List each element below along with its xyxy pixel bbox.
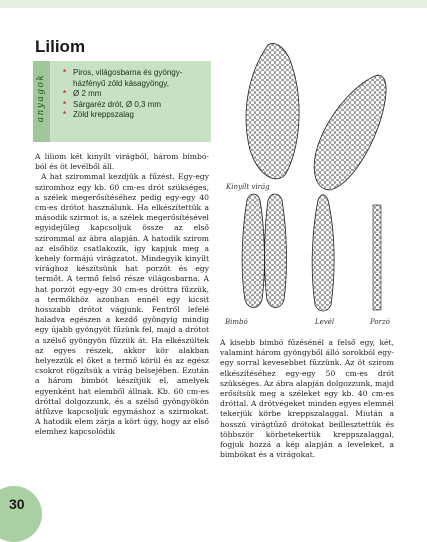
caption-stamen: Porzó: [370, 318, 390, 326]
caption-bud: Bimbó: [225, 318, 248, 326]
material-item: * Zöld kreppszalag: [63, 110, 211, 121]
paragraph: A liliom két kinyílt virágból, három bimbó-ból és öt levélből áll.: [35, 152, 209, 172]
paragraph: A hat szirommal kezdjük a fűzést. Egy-egy sziromhoz egy kb. 60 cm-es drót szükséges, a szélek megerősítéséhez pedig egy-egy 40 cm-es drótot használunk. Ha elkészítettük a második szirmot is, a szélek megerősítésével egyidejűleg kapcsoljuk össze az első szirommal az ábra alapján. A hatodik szirom az elsőhöz csatlakozik, így kapjuk meg a kehely formájú virágzatot. Mindegyik kinyílt virághoz készítsünk hat porzót és egy termőt. A termő felső része világosbarna. A hat porzót egy-egy 30 cm-es dróttra fűzzük, a termőkhöz azonban ennél egy kicsit hosszabb drótot vágjunk. Fentről lefelé haladva egészen a kezdő gyöngyig mindig egy újabb gyöngyöt fűzünk fel, majd a drótot a szélső gyöngyön fűzzük át. Ha elkészültek az egyes részek, akkor kör alakban helyezzük el őket a termő körül és az egész csokrot rögzítsük a virág belsejében. Ezután a három bimbót készítjük el, amelyek egyenként hat elemből állnak. Kb. 60 cm-es dróttal dolgozzunk, és a szélső gyöngyökön átfűzve kapcsoljuk egymáshoz a szirmokat. A hatodik elem zárja a kört úgy, hogy az első elemhez kapcsolódik: [35, 172, 209, 437]
caption-leaf: Levél: [315, 318, 335, 326]
stamen-diagram: [373, 205, 381, 310]
materials-side-label: anyagok: [36, 73, 46, 123]
page-number: 30: [9, 496, 25, 512]
bud-diagram: [242, 194, 286, 308]
leaf-diagram: [312, 195, 334, 311]
material-item: * Ø 2 mm: [63, 89, 211, 100]
open-flower-diagram: [246, 43, 386, 190]
page-title: Liliom: [35, 37, 86, 56]
material-item: * Sárgaréz drót, Ø 0,3 mm: [63, 100, 211, 111]
material-item: * Piros, világosbarna és gyöngy-házfényű zöld kásagyöngy,: [63, 68, 211, 89]
paragraph: A kisebb bimbó fűzésénél a felső egy, két, valamint három gyöngyből álló sorokból egy-egy sorral kevesebbet fűzzünk. Az öt szirom elkészítéséhez egy-egy 50 cm-es drót szükséges. Az ábra alapján dolgozzunk, majd erősítsük meg a széleket egy kb. 40 cm-es dróttal. A drótvégeket minden egyes elemnél tekerjük körbe kreppszalaggal. Miután a hosszú virágtűző drótokat beillesztettük és többször körbetekertük kreppszalaggal, fogjuk hozzá a kép alapján a leveleket, a bimbókat és a virágokat.: [220, 338, 394, 460]
caption-flower: Kinyílt virág: [226, 183, 270, 191]
